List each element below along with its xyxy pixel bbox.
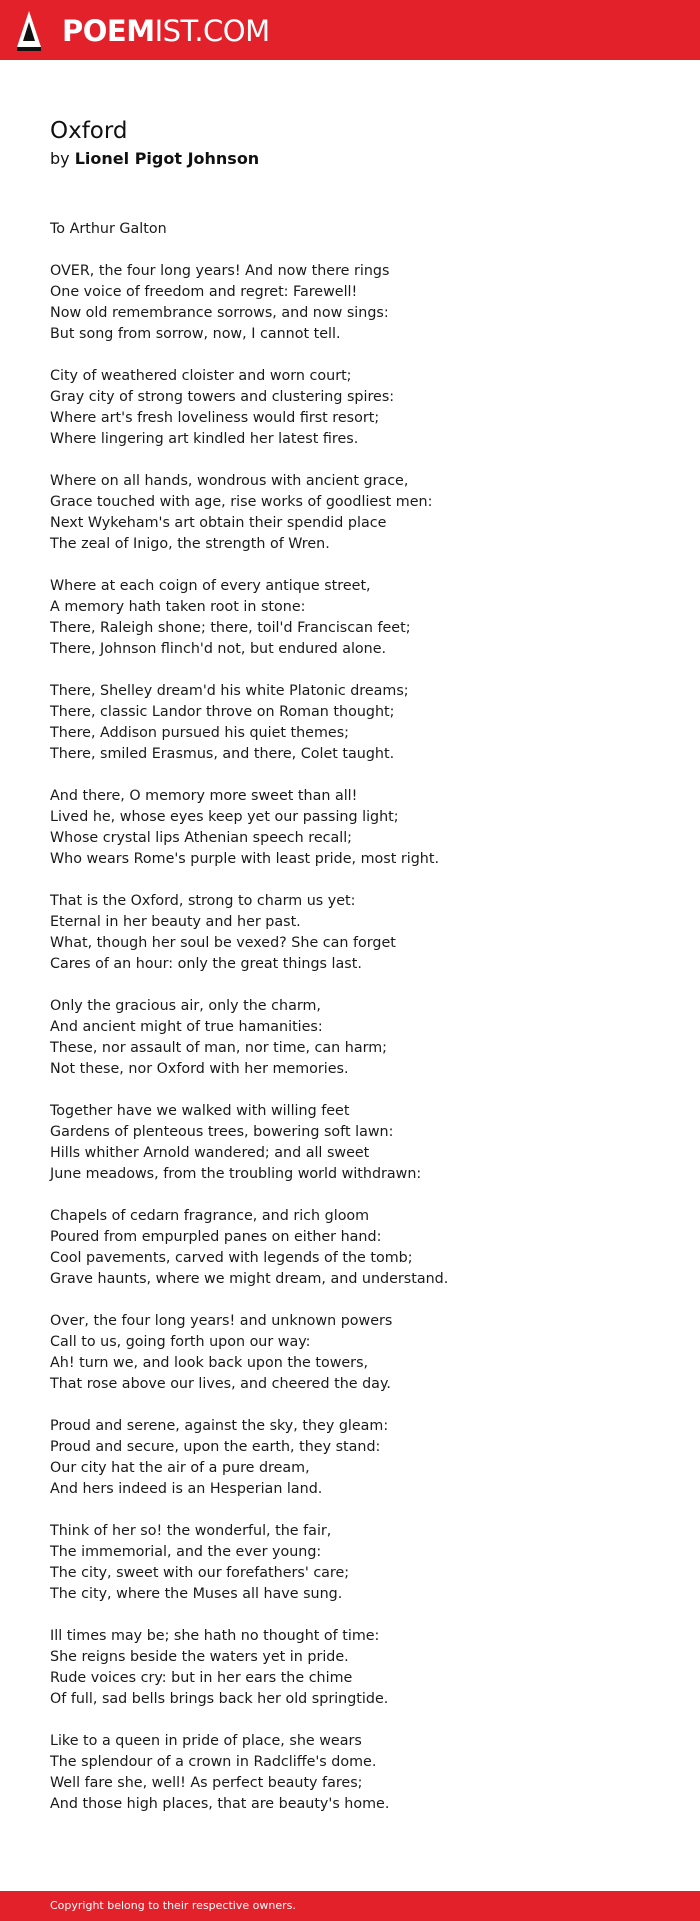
poem-line: One voice of freedom and regret: Farewell! [50,284,358,300]
poem-line: She reigns beside the waters yet in pride. [50,1649,349,1665]
poem-stanza [50,1731,650,1815]
poem-line: The immemorial, and the ever young: [50,1544,322,1560]
poem-line: And those high places, that are beauty's home. [50,1796,390,1812]
poem-line: Gardens of plenteous trees, bowering soft lawn: [50,1124,394,1140]
poem-byline [50,148,259,170]
poem-line: And there, O memory more sweet than all! [50,788,358,804]
poem-line: OVER, the four long years! And now there rings [50,263,390,279]
poem-line: These, nor assault of man, nor time, can harm; [50,1040,387,1056]
poem-line: That is the Oxford, strong to charm us yet: [50,893,356,909]
copyright-notice: Copyright belong to their respective owners. [50,1899,296,1912]
poem-line: Proud and secure, upon the earth, they stand: [50,1439,381,1455]
poem-line: Together have we walked with willing feet [50,1103,350,1119]
poem-line: Cool pavements, carved with legends of the tomb; [50,1250,413,1266]
poem-stanza [50,891,650,975]
poem-line: Well fare she, well! As perfect beauty fares; [50,1775,363,1791]
poem-stanza [50,1626,650,1710]
poem-line: Only the gracious air, only the charm, [50,998,321,1014]
poem-stanza [50,786,650,870]
poem-line: Chapels of cedarn fragrance, and rich gloom [50,1208,370,1224]
logo-text-light: IST.COM [154,13,270,48]
poem-author: Lionel Pigot Johnson [74,149,260,168]
poem-line: June meadows, from the troubling world withdrawn: [50,1166,422,1182]
poem-line: Our city hat the air of a pure dream, [50,1460,310,1476]
poem-line: A memory hath taken root in stone: [50,599,306,615]
poem-line: Ill times may be; she hath no thought of time: [50,1628,380,1644]
poem-line: Hills whither Arnold wandered; and all sweet [50,1145,370,1161]
poem-line: But song from sorrow, now, I cannot tell. [50,326,341,342]
pen-nib-icon [16,10,42,52]
poem-line: Rude voices cry: but in her ears the chime [50,1670,353,1686]
poem-line: The city, sweet with our forefathers' care; [50,1565,350,1581]
poem-title: Oxford [50,118,128,144]
poem-line: Like to a queen in pride of place, she wears [50,1733,362,1749]
site-header [0,0,700,60]
poem-stanza [50,366,650,450]
poem-line: And hers indeed is an Hesperian land. [50,1481,323,1497]
poem-line: Grace touched with age, rise works of goodliest men: [50,494,433,510]
poem-line: Lived he, whose eyes keep yet our passing light; [50,809,399,825]
poem-line: There, Raleigh shone; there, toil'd Franciscan feet; [50,620,411,636]
poem-dedication: To Arthur Galton [50,221,167,237]
poem-line: Call to us, going forth upon our way: [50,1334,311,1350]
poem-line: The splendour of a crown in Radcliffe's dome. [50,1754,377,1770]
site-footer [0,1891,700,1921]
poem-line: There, Addison pursued his quiet themes; [50,725,349,741]
poem-line: Where art's fresh loveliness would first resort; [50,410,380,426]
site-logo-text [62,13,270,48]
poem-stanza [50,471,650,555]
poem-stanza [50,1101,650,1185]
poem-stanza [50,1416,650,1500]
poem-line: Where at each coign of every antique street, [50,578,371,594]
poem-line: There, smiled Erasmus, and there, Colet taught. [50,746,395,762]
poem-line: Who wears Rome's purple with least pride, most right. [50,851,439,867]
poem-line: The city, where the Muses all have sung. [50,1586,343,1602]
poem-stanza [50,996,650,1080]
poem-stanza [50,576,650,660]
poem-line: Eternal in her beauty and her past. [50,914,301,930]
site-logo-link[interactable] [16,10,270,52]
poem-line: Where lingering art kindled her latest fires. [50,431,359,447]
poem-line: Grave haunts, where we might dream, and understand. [50,1271,449,1287]
byline-prefix: by [50,149,70,168]
poem-line: The zeal of Inigo, the strength of Wren. [50,536,330,552]
poem-line: Whose crystal lips Athenian speech recall; [50,830,352,846]
poem-line: Now old remembrance sorrows, and now sings: [50,305,389,321]
poem-line: Where on all hands, wondrous with ancient grace, [50,473,409,489]
poem-line: Next Wykeham's art obtain their spendid place [50,515,387,531]
poem-stanza [50,1311,650,1395]
logo-text-bold: POEM [62,13,155,48]
poem-line: What, though her soul be vexed? She can forget [50,935,396,951]
poem-line: Ah! turn we, and look back upon the towers, [50,1355,369,1371]
poem-line: And ancient might of true hamanities: [50,1019,323,1035]
poem-line: Poured from empurpled panes on either hand: [50,1229,382,1245]
poem-line: Cares of an hour: only the great things last. [50,956,362,972]
poem-line: Gray city of strong towers and clustering spires: [50,389,395,405]
poem-line: There, Johnson flinch'd not, but endured alone. [50,641,387,657]
poem-body [50,219,650,1836]
poem-line: Of full, sad bells brings back her old springtide. [50,1691,389,1707]
poem-line: Think of her so! the wonderful, the fair, [50,1523,332,1539]
poem-stanza [50,1206,650,1290]
poem-stanza [50,261,650,345]
poem-line: Over, the four long years! and unknown powers [50,1313,393,1329]
poem-stanza [50,681,650,765]
poem-line: There, classic Landor throve on Roman thought; [50,704,395,720]
poem-stanza [50,1521,650,1605]
poem-line: Not these, nor Oxford with her memories. [50,1061,349,1077]
poem-line: Proud and serene, against the sky, they gleam: [50,1418,389,1434]
poem-line: There, Shelley dream'd his white Platonic dreams; [50,683,409,699]
poem-line: City of weathered cloister and worn court; [50,368,352,384]
poem-line: That rose above our lives, and cheered the day. [50,1376,391,1392]
